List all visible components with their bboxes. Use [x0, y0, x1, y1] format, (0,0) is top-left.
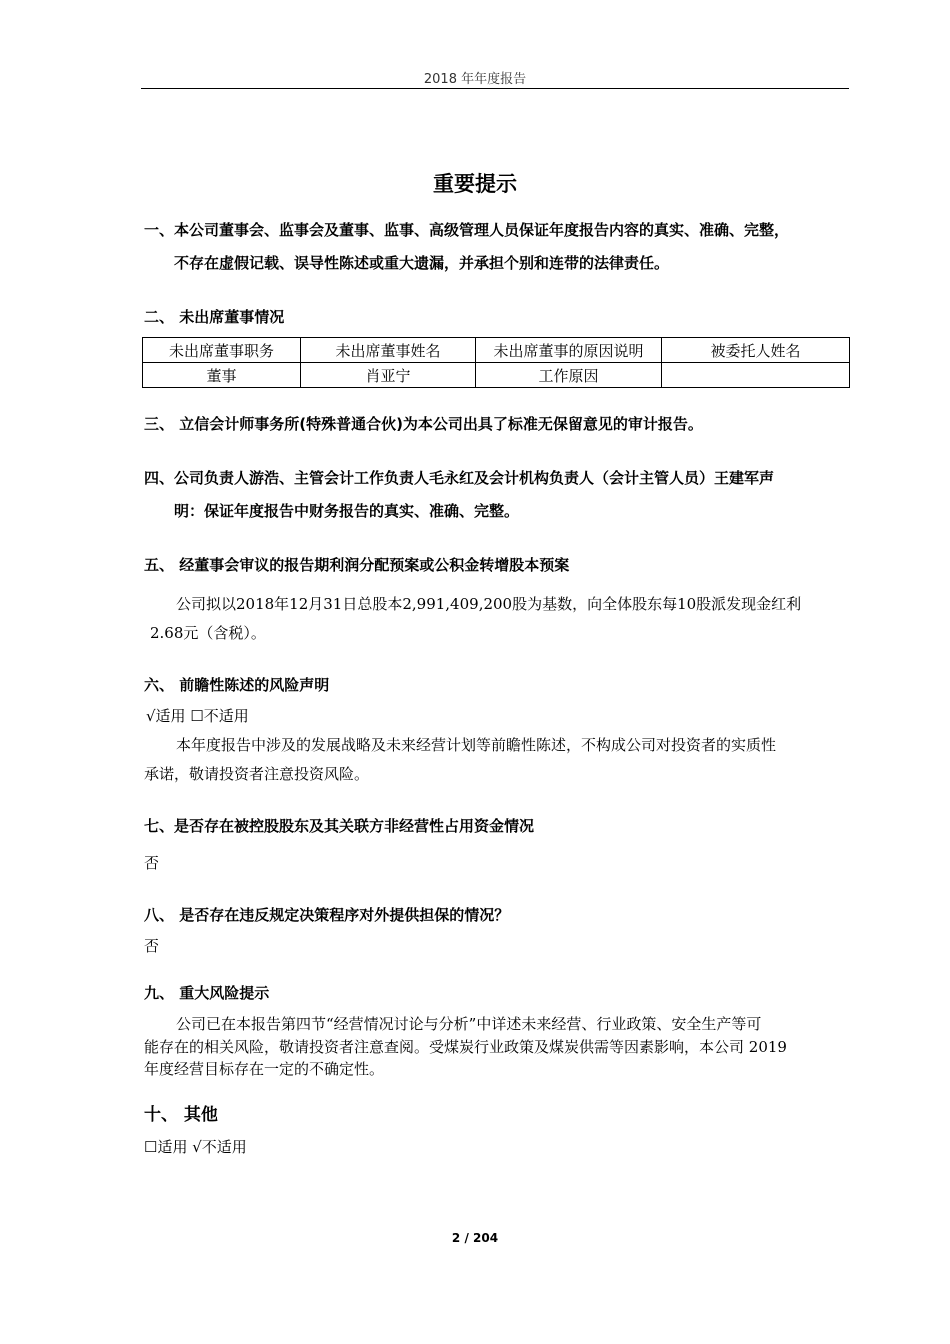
section-7-answer: 否: [144, 854, 160, 872]
section-8-heading: 八、 是否存在违反规定决策程序对外提供担保的情况？: [144, 906, 510, 924]
section-5-body-line2: 2.68元（含税）。: [150, 624, 266, 642]
table-cell: [662, 363, 850, 388]
section-9-body-line3: 年度经营目标存在一定的不确定性。: [144, 1060, 385, 1078]
absent-directors-table: [142, 337, 850, 388]
table-header-cell: 未出席董事职务: [143, 338, 301, 363]
table-header-cell: 被委托人姓名: [662, 338, 850, 363]
section-5-heading: 五、 经董事会审议的报告期利润分配预案或公积金转增股本预案: [144, 556, 570, 574]
section-2-heading: 二、 未出席董事情况: [144, 308, 285, 326]
section-1-line2: 不存在虚假记载、误导性陈述或重大遗漏，并承担个别和连带的法律责任。: [174, 254, 670, 272]
section-10-heading: 十、 其他: [144, 1105, 218, 1125]
table-header-row: [143, 338, 850, 363]
section-4-line2: 明：保证年度报告中财务报告的真实、准确、完整。: [174, 502, 520, 520]
table-header-cell: 未出席董事姓名: [301, 338, 476, 363]
table-cell: 工作原因: [476, 363, 662, 388]
section-3: 三、 立信会计师事务所(特殊普通合伙)为本公司出具了标准无保留意见的审计报告。: [144, 415, 703, 433]
section-6-body-line2: 承诺，敬请投资者注意投资风险。: [144, 765, 370, 783]
section-6-body-line1: 本年度报告中涉及的发展战略及未来经营计划等前瞻性陈述，不构成公司对投资者的实质性: [176, 736, 777, 754]
section-1-line1: 一、本公司董事会、监事会及董事、监事、高级管理人员保证年度报告内容的真实、准确、完整，: [144, 221, 790, 239]
table-header-cell: 未出席董事的原因说明: [476, 338, 662, 363]
section-4-line1: 四、公司负责人游浩、主管会计工作负责人毛永红及会计机构负责人（会计主管人员）王建军声: [144, 469, 775, 487]
running-header: 2018 年年度报告: [423, 72, 527, 87]
section-8-answer: 否: [144, 937, 160, 955]
section-6-heading: 六、 前瞻性陈述的风险声明: [144, 676, 330, 694]
section-10-applicable: ☐适用 √不适用: [144, 1138, 247, 1156]
section-7-heading: 七、是否存在被控股股东及其关联方非经营性占用资金情况: [144, 817, 535, 835]
page-number: 2 / 204: [451, 1231, 499, 1245]
section-6-applicable: √适用 ☐不适用: [146, 707, 249, 725]
table-cell: 肖亚宁: [301, 363, 476, 388]
section-9-body-line1: 公司已在本报告第四节“经营情况讨论与分析”中详述未来经营、行业政策、安全生产等可: [176, 1015, 762, 1033]
header-rule: [141, 88, 849, 89]
section-9-body-line2: 能存在的相关风险，敬请投资者注意查阅。受煤炭行业政策及煤炭供需等因素影响，本公司 2019: [144, 1038, 787, 1056]
section-9-heading: 九、 重大风险提示: [144, 984, 270, 1002]
table-row: [143, 363, 850, 388]
page-title: 重要提示: [433, 172, 517, 196]
table-cell: 董事: [143, 363, 301, 388]
section-5-body-line1: 公司拟以2018年12月31日总股本2,991,409,200股为基数，向全体股东每10股派发现金红利: [176, 595, 802, 613]
